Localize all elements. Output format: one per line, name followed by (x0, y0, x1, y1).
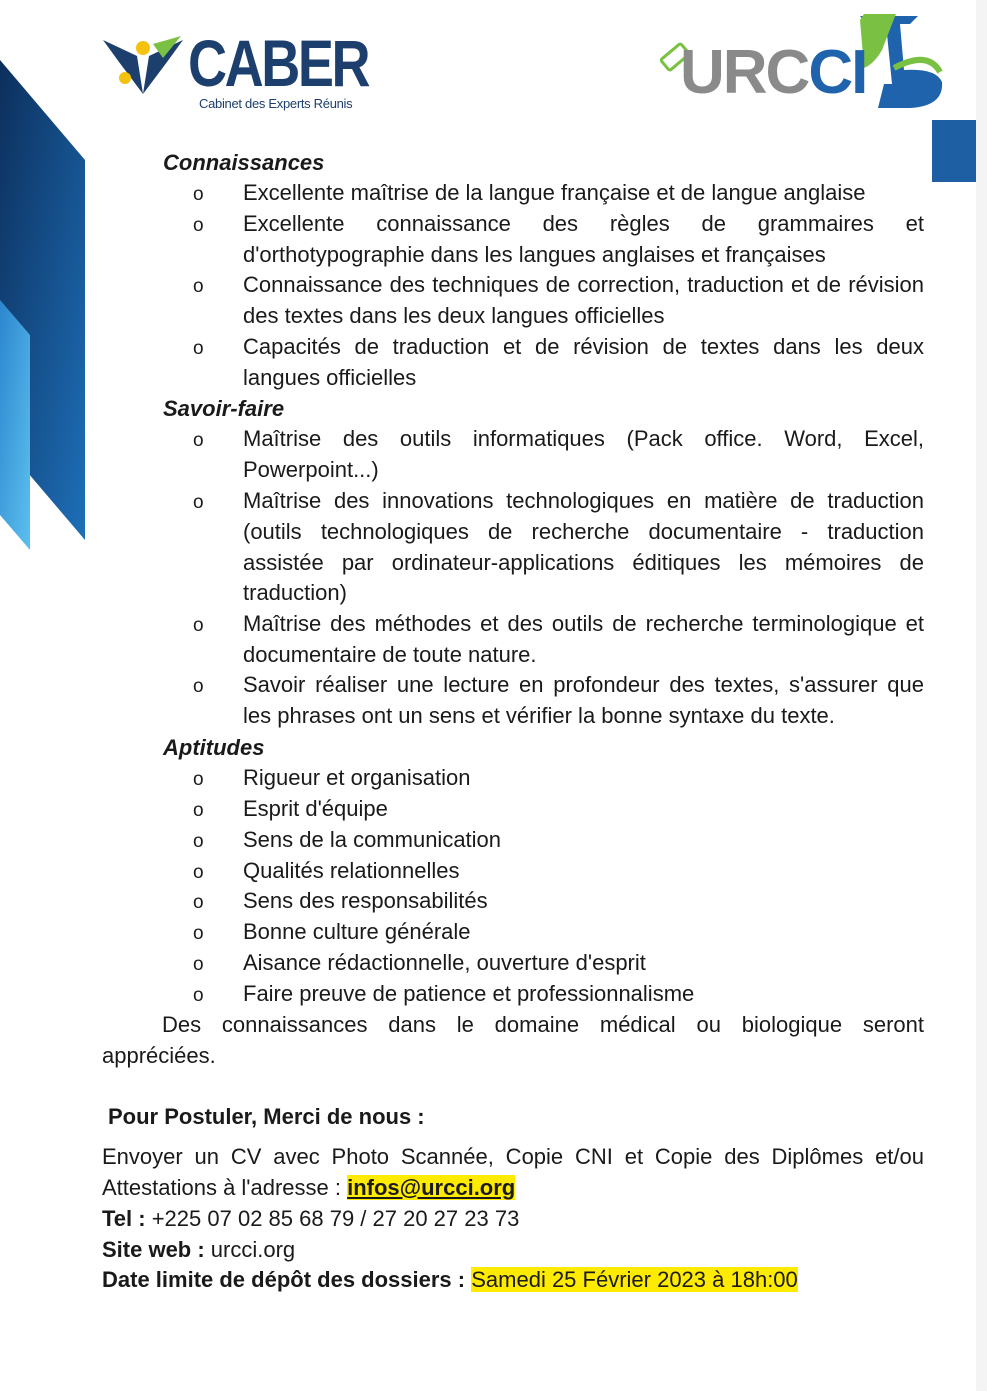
section-title-connaissances: Connaissances (163, 150, 325, 175)
bullet-icon: o (193, 215, 204, 236)
page-edge (976, 0, 987, 1391)
bullet-icon: o (193, 954, 204, 975)
caber-logo (103, 26, 369, 118)
urcci-logo-name-grey: URC (680, 38, 809, 107)
list-item: Sens des responsabilités (243, 888, 488, 913)
tel-value: +225 07 02 85 68 79 / 27 20 27 23 73 (145, 1206, 520, 1231)
bullet-icon: o (193, 676, 204, 697)
bullet-icon: o (193, 338, 204, 359)
section-title-aptitudes: Aptitudes (163, 735, 265, 760)
caber-logo-mark-icon (103, 36, 183, 96)
list-item: Esprit d'équipe (243, 796, 388, 821)
urcci-logo (660, 10, 950, 110)
list-item: Maîtrise des innovations technologiques en matière de traduction (outils technologiques de recherche documentaire - traduction assistée par ordinateur-applications éditiques les mémoires de traduction) (243, 488, 924, 606)
list-item: Maîtrise des méthodes et des outils de recherche terminologique et documentaire de toute nature. (243, 611, 924, 667)
list-item: Connaissance des techniques de correction, traduction et de révision des textes dans les deux langues officielles (243, 272, 924, 328)
deadline-value: Samedi 25 Février 2023 à 18h:00 (471, 1267, 798, 1292)
list-item: Sens de la communication (243, 827, 502, 852)
list-item: Excellente maîtrise de la langue française et de langue anglaise (243, 180, 866, 205)
list-item: Faire preuve de patience et professionnalisme (243, 981, 695, 1006)
bullet-icon: o (193, 430, 204, 451)
bullet-icon: o (193, 615, 204, 636)
bullet-icon: o (193, 923, 204, 944)
bullet-icon: o (193, 831, 204, 852)
list-item: Savoir réaliser une lecture en profondeur des textes, s'assurer que les phrases ont un sens et vérifier la bonne syntaxe du texte. (243, 672, 924, 728)
urcci-logo-name (680, 38, 867, 107)
list-item: Bonne culture générale (243, 919, 471, 944)
list-item: Qualités relationnelles (243, 858, 460, 883)
list-item: Capacités de traduction et de révision de textes dans les deux langues officielles (243, 334, 924, 390)
bullet-icon: o (193, 800, 204, 821)
contact-tel (102, 1204, 924, 1235)
apply-instructions (102, 1142, 924, 1204)
list-item: Aisance rédactionnelle, ouverture d'esprit (243, 950, 646, 975)
list-item: Maîtrise des outils informatiques (Pack office. Word, Excel, Powerpoint...) (243, 426, 924, 482)
apply-heading: Pour Postuler, Merci de nous : (108, 1104, 425, 1129)
bullet-icon: o (193, 769, 204, 790)
section-title-savoir-faire: Savoir-faire (163, 396, 285, 421)
tel-label: Tel : (102, 1206, 146, 1231)
list-item: Excellente connaissance des règles de grammaires et d'orthotypographie dans les langues anglaises et françaises (243, 211, 924, 267)
site-label: Site web : (102, 1237, 205, 1262)
site-value[interactable]: urcci.org (204, 1237, 296, 1262)
note-paragraph: Des connaissances dans le domaine médical ou biologique seront appréciées. (102, 1012, 924, 1068)
decorative-block-right (932, 120, 976, 182)
contact-site (102, 1235, 924, 1266)
bullet-icon: o (193, 892, 204, 913)
decorative-stripes-left (0, 60, 90, 560)
bullet-icon: o (193, 184, 204, 205)
deadline (102, 1265, 924, 1296)
bullet-icon: o (193, 985, 204, 1006)
bullet-icon: o (193, 862, 204, 883)
bullet-icon: o (193, 276, 204, 297)
deadline-label: Date limite de dépôt des dossiers : (102, 1267, 466, 1292)
caber-logo-subtitle: Cabinet des Experts Réunis (199, 96, 353, 111)
urcci-logo-name-blue: CI (808, 38, 867, 107)
caber-logo-name: CABER (188, 26, 369, 100)
email-link[interactable]: infos@urcci.org (347, 1174, 516, 1200)
bullet-icon: o (193, 492, 204, 513)
list-item: Rigueur et organisation (243, 765, 471, 790)
apply-instructions-text: Envoyer un CV avec Photo Scannée, Copie CNI et Copie des Diplômes et/ou Attestations à l'adresse : (102, 1144, 924, 1200)
